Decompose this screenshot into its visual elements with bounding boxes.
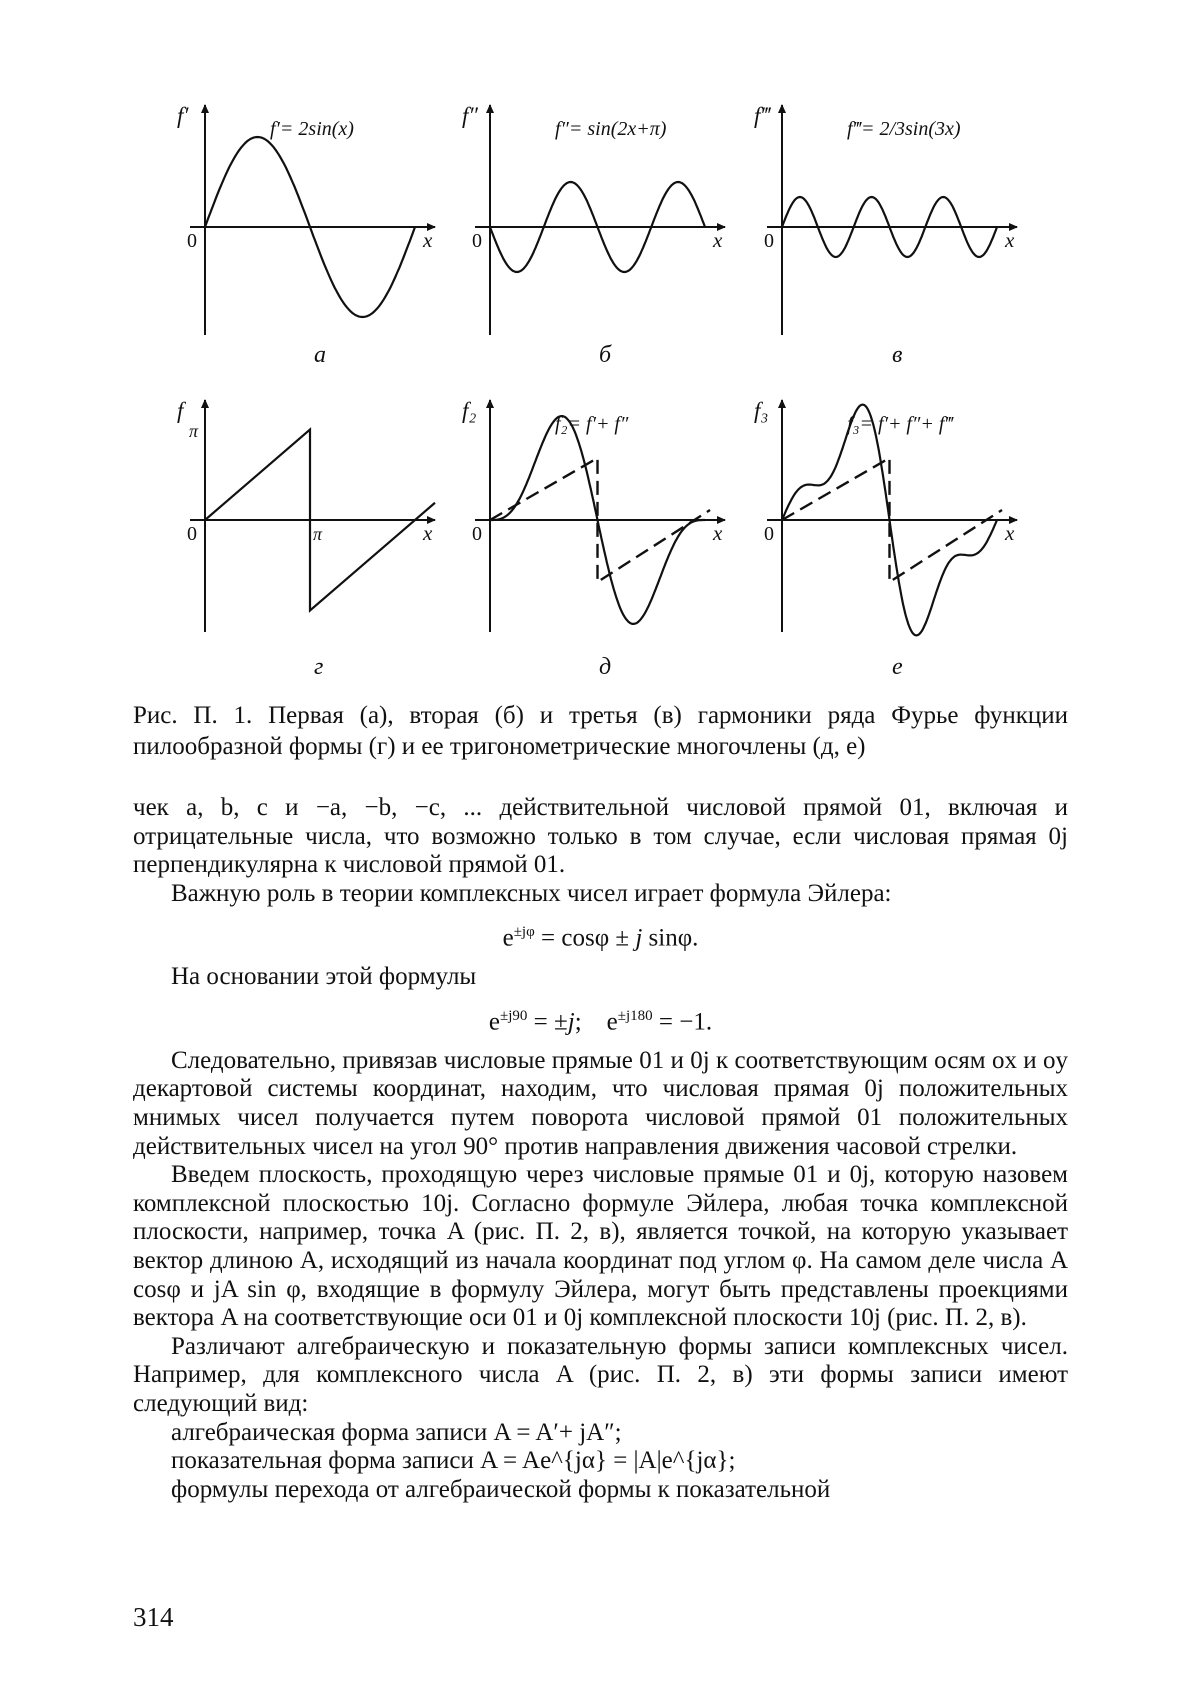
formula-e: f₃= f′+ f″+ f‴	[847, 413, 953, 435]
origin-label-g: 0	[187, 523, 197, 545]
y-axis-label-d: f₂	[462, 398, 477, 423]
euler-consequence: $e^{\pm j90} = \pm j$; $e^{\pm j180} = -1$.	[488, 1007, 713, 1036]
y-axis-label-v: f‴	[754, 103, 771, 128]
formula-b: f″= sin(2x+π)	[555, 118, 667, 140]
figure-fourier-harmonics	[0, 0, 1200, 700]
panel-letter-d: д	[599, 654, 612, 680]
x-axis-label-e: x	[1005, 521, 1015, 545]
y-axis-label-e: f₃	[754, 398, 769, 423]
formula-d: f₂= f′+ f″	[555, 413, 629, 435]
paragraph-1: чек a, b, c и −a, −b, −c, ... действительной числовой прямой 01, включая и отрицательные числа, что возможно только в том случае, если числовая прямая 0j перпендикулярна к числовой прямой 01.	[133, 794, 1068, 879]
euler-formula: $e^{\pm j\varphi} = \cos\varphi \pm j$ sinφ.	[502, 924, 699, 952]
list-item-algebraic: алгебраическая форма записи A = A′+ jA″;	[171, 1418, 622, 1446]
y-axis-label-a: f′	[177, 103, 189, 128]
paragraph-3: На основании этой формулы	[171, 963, 477, 991]
panel-letter-a: а	[314, 342, 326, 368]
x-axis-label-v: x	[1005, 228, 1015, 252]
x-axis-label-d: x	[713, 521, 723, 545]
list-item-exponential: показательная форма записи A = Ae^{jα} = |A|e^{jα};	[171, 1447, 736, 1475]
paragraph-6: Различают алгебраическую и показательную формы записи комплексных чисел. Например, для комплексного числа A (рис. П. 2, в) эти формы записи имеют следующий вид:	[133, 1332, 1068, 1417]
page-number: 314	[133, 1602, 174, 1632]
panel-letter-b: б	[599, 342, 612, 368]
list-item-conversion: формулы перехода от алгебраической формы к показательной	[171, 1475, 831, 1503]
panel-letter-e: е	[892, 654, 903, 680]
origin-label-v: 0	[764, 230, 774, 252]
formula-v: f‴= 2/3sin(3x)	[847, 118, 961, 140]
origin-label-a: 0	[187, 230, 197, 252]
x-axis-label-b: x	[713, 228, 723, 252]
x-mark-g: π	[313, 524, 323, 544]
body-text	[133, 794, 1068, 1504]
paragraph-4: Следовательно, привязав числовые прямые 01 и 0j к соответствующим осям ox и oy декартовой системы координат, находим, что числовая прямая 0j положительных мнимых чисел получается путем поворота числовой прямой 01 положительных действительных чисел на угол 90° против направления движения часовой стрелки.	[133, 1046, 1068, 1160]
x-axis-label-a: x	[423, 228, 433, 252]
figure-caption: Рис. П. 1. Первая (а), вторая (б) и третья (в) гармоники ряда Фурье функции пилообразной формы (г) и ее тригонометрические многочлены (д, е)	[133, 702, 1068, 760]
panel-letter-g: г	[314, 654, 324, 680]
formula-a: f′= 2sin(x)	[270, 118, 354, 140]
origin-label-e: 0	[764, 523, 774, 545]
x-axis-label-g: x	[423, 521, 433, 545]
origin-label-d: 0	[472, 523, 482, 545]
paragraph-2: Важную роль в теории комплексных чисел играет формула Эйлера:	[171, 879, 892, 907]
y-axis-label-b: f″	[462, 103, 478, 128]
panel-letter-v: в	[892, 342, 903, 368]
y-axis-label-g: f	[177, 398, 184, 423]
paragraph-5: Введем плоскость, проходящую через числовые прямые 01 и 0j, которую назовем комплексной плоскостью 10j. Согласно формуле Эйлера, любая точка комплексной плоскости, например, точка A (рис. П. 2, в), является точкой, на которую указывает вектор длиною A, исходящий из начала координат под углом φ. На самом деле числа A cosφ и jA sin φ, входящие в формулу Эйлера, могут быть представлены проекциями вектора A на соответствующие оси 01 и 0j комплексной плоскости 10j (рис. П. 2, в).	[133, 1161, 1068, 1332]
y-mark-g: π	[189, 421, 199, 441]
origin-label-b: 0	[472, 230, 482, 252]
